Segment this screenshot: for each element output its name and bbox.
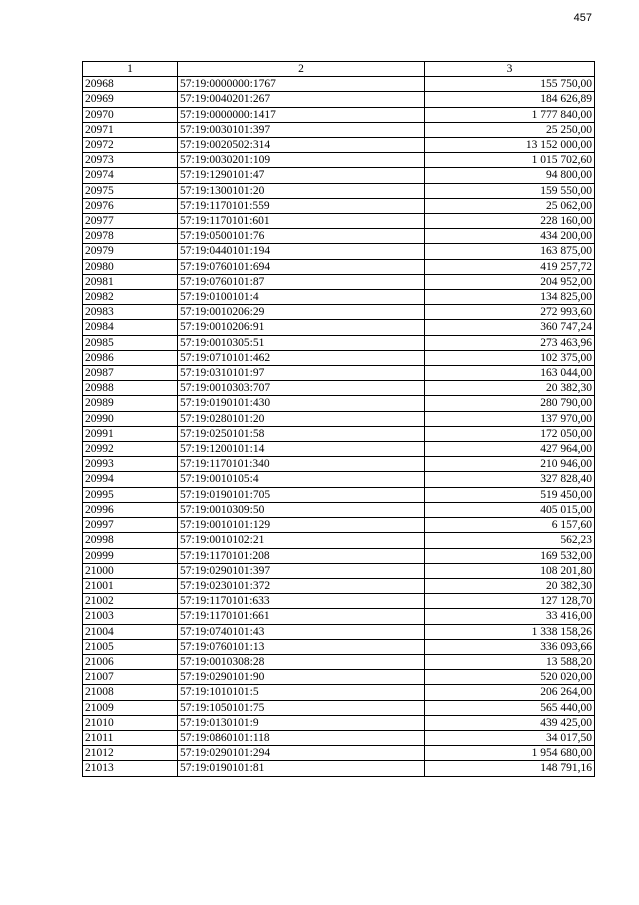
row-number-cell: 20987 [83,366,178,381]
value-cell: 204 952,00 [425,274,595,289]
value-cell: 13 152 000,00 [425,138,595,153]
table-row [83,639,595,654]
table-row [83,487,595,502]
table-row [83,305,595,320]
table-body [83,77,595,776]
cadastral-number-cell: 57:19:0010303:707 [178,381,425,396]
cadastral-number-cell: 57:19:1010101:5 [178,685,425,700]
row-number-cell: 21007 [83,670,178,685]
table-row [83,366,595,381]
cadastral-number-cell: 57:19:0290101:294 [178,746,425,761]
value-cell: 94 800,00 [425,168,595,183]
table-row [83,746,595,761]
row-number-cell: 20981 [83,274,178,289]
row-number-cell: 21002 [83,594,178,609]
cadastral-number-cell: 57:19:1290101:47 [178,168,425,183]
value-cell: 159 550,00 [425,183,595,198]
table-row [83,122,595,137]
value-cell: 169 532,00 [425,548,595,563]
value-cell: 20 382,30 [425,381,595,396]
cadastral-number-cell: 57:19:0290101:397 [178,563,425,578]
cadastral-number-cell: 57:19:0130101:9 [178,715,425,730]
row-number-cell: 20980 [83,259,178,274]
table-row [83,214,595,229]
row-number-cell: 20978 [83,229,178,244]
value-cell: 434 200,00 [425,229,595,244]
table-header [83,62,595,77]
value-cell: 6 157,60 [425,518,595,533]
value-cell: 336 093,66 [425,639,595,654]
table-row [83,609,595,624]
row-number-cell: 21008 [83,685,178,700]
row-number-cell: 20993 [83,457,178,472]
value-cell: 206 264,00 [425,685,595,700]
cadastral-number-cell: 57:19:0230101:372 [178,578,425,593]
value-cell: 155 750,00 [425,77,595,92]
row-number-cell: 20974 [83,168,178,183]
value-cell: 419 257,72 [425,259,595,274]
table-row [83,396,595,411]
table-row [83,715,595,730]
value-cell: 33 416,00 [425,609,595,624]
value-cell: 520 020,00 [425,670,595,685]
value-cell: 1 015 702,60 [425,153,595,168]
row-number-cell: 21013 [83,761,178,776]
value-cell: 405 015,00 [425,502,595,517]
table-row [83,730,595,745]
cadastral-number-cell: 57:19:0030101:397 [178,122,425,137]
row-number-cell: 20991 [83,426,178,441]
table-row [83,548,595,563]
page-number: 457 [573,12,592,24]
cadastral-number-cell: 57:19:0190101:705 [178,487,425,502]
table-row [83,594,595,609]
table-row [83,77,595,92]
value-cell: 562,23 [425,533,595,548]
cadastral-number-cell: 57:19:1170101:661 [178,609,425,624]
value-cell: 137 970,00 [425,411,595,426]
value-cell: 163 044,00 [425,366,595,381]
cadastral-number-cell: 57:19:0010102:21 [178,533,425,548]
value-cell: 427 964,00 [425,442,595,457]
table-row [83,670,595,685]
value-cell: 134 825,00 [425,290,595,305]
table-row [83,518,595,533]
cadastral-number-cell: 57:19:0040201:267 [178,92,425,107]
row-number-cell: 20983 [83,305,178,320]
value-cell: 360 747,24 [425,320,595,335]
row-number-cell: 20977 [83,214,178,229]
cadastral-number-cell: 57:19:0190101:81 [178,761,425,776]
value-cell: 565 440,00 [425,700,595,715]
value-cell: 25 062,00 [425,198,595,213]
value-cell: 34 017,50 [425,730,595,745]
row-number-cell: 20976 [83,198,178,213]
cadastral-number-cell: 57:19:0000000:1767 [178,77,425,92]
row-number-cell: 21012 [83,746,178,761]
table-row [83,472,595,487]
table-row [83,229,595,244]
cadastral-number-cell: 57:19:0010101:129 [178,518,425,533]
cadastral-number-cell: 57:19:0290101:90 [178,670,425,685]
cadastral-number-cell: 57:19:1170101:559 [178,198,425,213]
row-number-cell: 20988 [83,381,178,396]
table-row [83,153,595,168]
row-number-cell: 20994 [83,472,178,487]
cadastral-number-cell: 57:19:0030201:109 [178,153,425,168]
table-row [83,578,595,593]
table-row [83,700,595,715]
row-number-cell: 20973 [83,153,178,168]
table-row [83,563,595,578]
table-row [83,411,595,426]
row-number-cell: 20975 [83,183,178,198]
table-row [83,442,595,457]
cadastral-number-cell: 57:19:0010105:4 [178,472,425,487]
value-cell: 1 338 158,26 [425,624,595,639]
cadastral-number-cell: 57:19:0710101:462 [178,350,425,365]
cadastral-number-cell: 57:19:0310101:97 [178,366,425,381]
cadastral-number-cell: 57:19:0010206:29 [178,305,425,320]
cadastral-number-cell: 57:19:1170101:601 [178,214,425,229]
table-row [83,320,595,335]
table-row [83,624,595,639]
table-row [83,381,595,396]
row-number-cell: 20989 [83,396,178,411]
value-cell: 519 450,00 [425,487,595,502]
cadastral-number-cell: 57:19:1300101:20 [178,183,425,198]
value-cell: 163 875,00 [425,244,595,259]
cadastral-number-cell: 57:19:0020502:314 [178,138,425,153]
cadastral-number-cell: 57:19:0010305:51 [178,335,425,350]
column-header-number: 1 [83,62,178,77]
table-row [83,107,595,122]
table-row [83,350,595,365]
row-number-cell: 20992 [83,442,178,457]
row-number-cell: 21000 [83,563,178,578]
row-number-cell: 21004 [83,624,178,639]
value-cell: 1 777 840,00 [425,107,595,122]
cadastral-number-cell: 57:19:0740101:43 [178,624,425,639]
row-number-cell: 20971 [83,122,178,137]
cadastral-number-cell: 57:19:0760101:13 [178,639,425,654]
value-cell: 327 828,40 [425,472,595,487]
value-cell: 210 946,00 [425,457,595,472]
row-number-cell: 20999 [83,548,178,563]
row-number-cell: 21003 [83,609,178,624]
table-row [83,183,595,198]
cadastral-number-cell: 57:19:0280101:20 [178,411,425,426]
value-cell: 127 128,70 [425,594,595,609]
table-row [83,685,595,700]
cadastral-number-cell: 57:19:0010308:28 [178,654,425,669]
cadastral-number-cell: 57:19:0760101:694 [178,259,425,274]
row-number-cell: 20990 [83,411,178,426]
column-header-value: 3 [425,62,595,77]
value-cell: 184 626,89 [425,92,595,107]
value-cell: 172 050,00 [425,426,595,441]
row-number-cell: 21010 [83,715,178,730]
row-number-cell: 20996 [83,502,178,517]
row-number-cell: 21006 [83,654,178,669]
value-cell: 272 993,60 [425,305,595,320]
row-number-cell: 20982 [83,290,178,305]
value-cell: 148 791,16 [425,761,595,776]
cadastral-number-cell: 57:19:0500101:76 [178,229,425,244]
row-number-cell: 20984 [83,320,178,335]
header-row [83,62,595,77]
cadastral-number-cell: 57:19:0190101:430 [178,396,425,411]
value-cell: 102 375,00 [425,350,595,365]
table-row [83,290,595,305]
cadastral-number-cell: 57:19:0000000:1417 [178,107,425,122]
cadastral-number-cell: 57:19:1170101:208 [178,548,425,563]
column-header-cadastral: 2 [178,62,425,77]
cadastral-number-cell: 57:19:0100101:4 [178,290,425,305]
row-number-cell: 20970 [83,107,178,122]
value-cell: 20 382,30 [425,578,595,593]
row-number-cell: 20972 [83,138,178,153]
cadastral-number-cell: 57:19:0010309:50 [178,502,425,517]
row-number-cell: 21011 [83,730,178,745]
table-row [83,259,595,274]
table-row [83,274,595,289]
cadastral-number-cell: 57:19:0440101:194 [178,244,425,259]
cadastral-number-cell: 57:19:0760101:87 [178,274,425,289]
value-cell: 108 201,80 [425,563,595,578]
row-number-cell: 20998 [83,533,178,548]
row-number-cell: 20995 [83,487,178,502]
row-number-cell: 20968 [83,77,178,92]
table-row [83,502,595,517]
cadastral-number-cell: 57:19:0010206:91 [178,320,425,335]
table-row [83,533,595,548]
value-cell: 273 463,96 [425,335,595,350]
row-number-cell: 20985 [83,335,178,350]
table-row [83,761,595,776]
table-row [83,654,595,669]
cadastral-number-cell: 57:19:1200101:14 [178,442,425,457]
row-number-cell: 20997 [83,518,178,533]
table-row [83,92,595,107]
table-row [83,335,595,350]
value-cell: 439 425,00 [425,715,595,730]
table-row [83,138,595,153]
row-number-cell: 21005 [83,639,178,654]
value-cell: 228 160,00 [425,214,595,229]
value-cell: 13 588,20 [425,654,595,669]
value-cell: 280 790,00 [425,396,595,411]
table-row [83,198,595,213]
row-number-cell: 21001 [83,578,178,593]
table-row [83,426,595,441]
registry-table [82,61,595,777]
row-number-cell: 21009 [83,700,178,715]
cadastral-number-cell: 57:19:0860101:118 [178,730,425,745]
cadastral-number-cell: 57:19:0250101:58 [178,426,425,441]
table-row [83,244,595,259]
cadastral-number-cell: 57:19:1050101:75 [178,700,425,715]
row-number-cell: 20986 [83,350,178,365]
cadastral-number-cell: 57:19:1170101:340 [178,457,425,472]
row-number-cell: 20969 [83,92,178,107]
value-cell: 25 250,00 [425,122,595,137]
table-row [83,168,595,183]
cadastral-number-cell: 57:19:1170101:633 [178,594,425,609]
value-cell: 1 954 680,00 [425,746,595,761]
table-row [83,457,595,472]
row-number-cell: 20979 [83,244,178,259]
